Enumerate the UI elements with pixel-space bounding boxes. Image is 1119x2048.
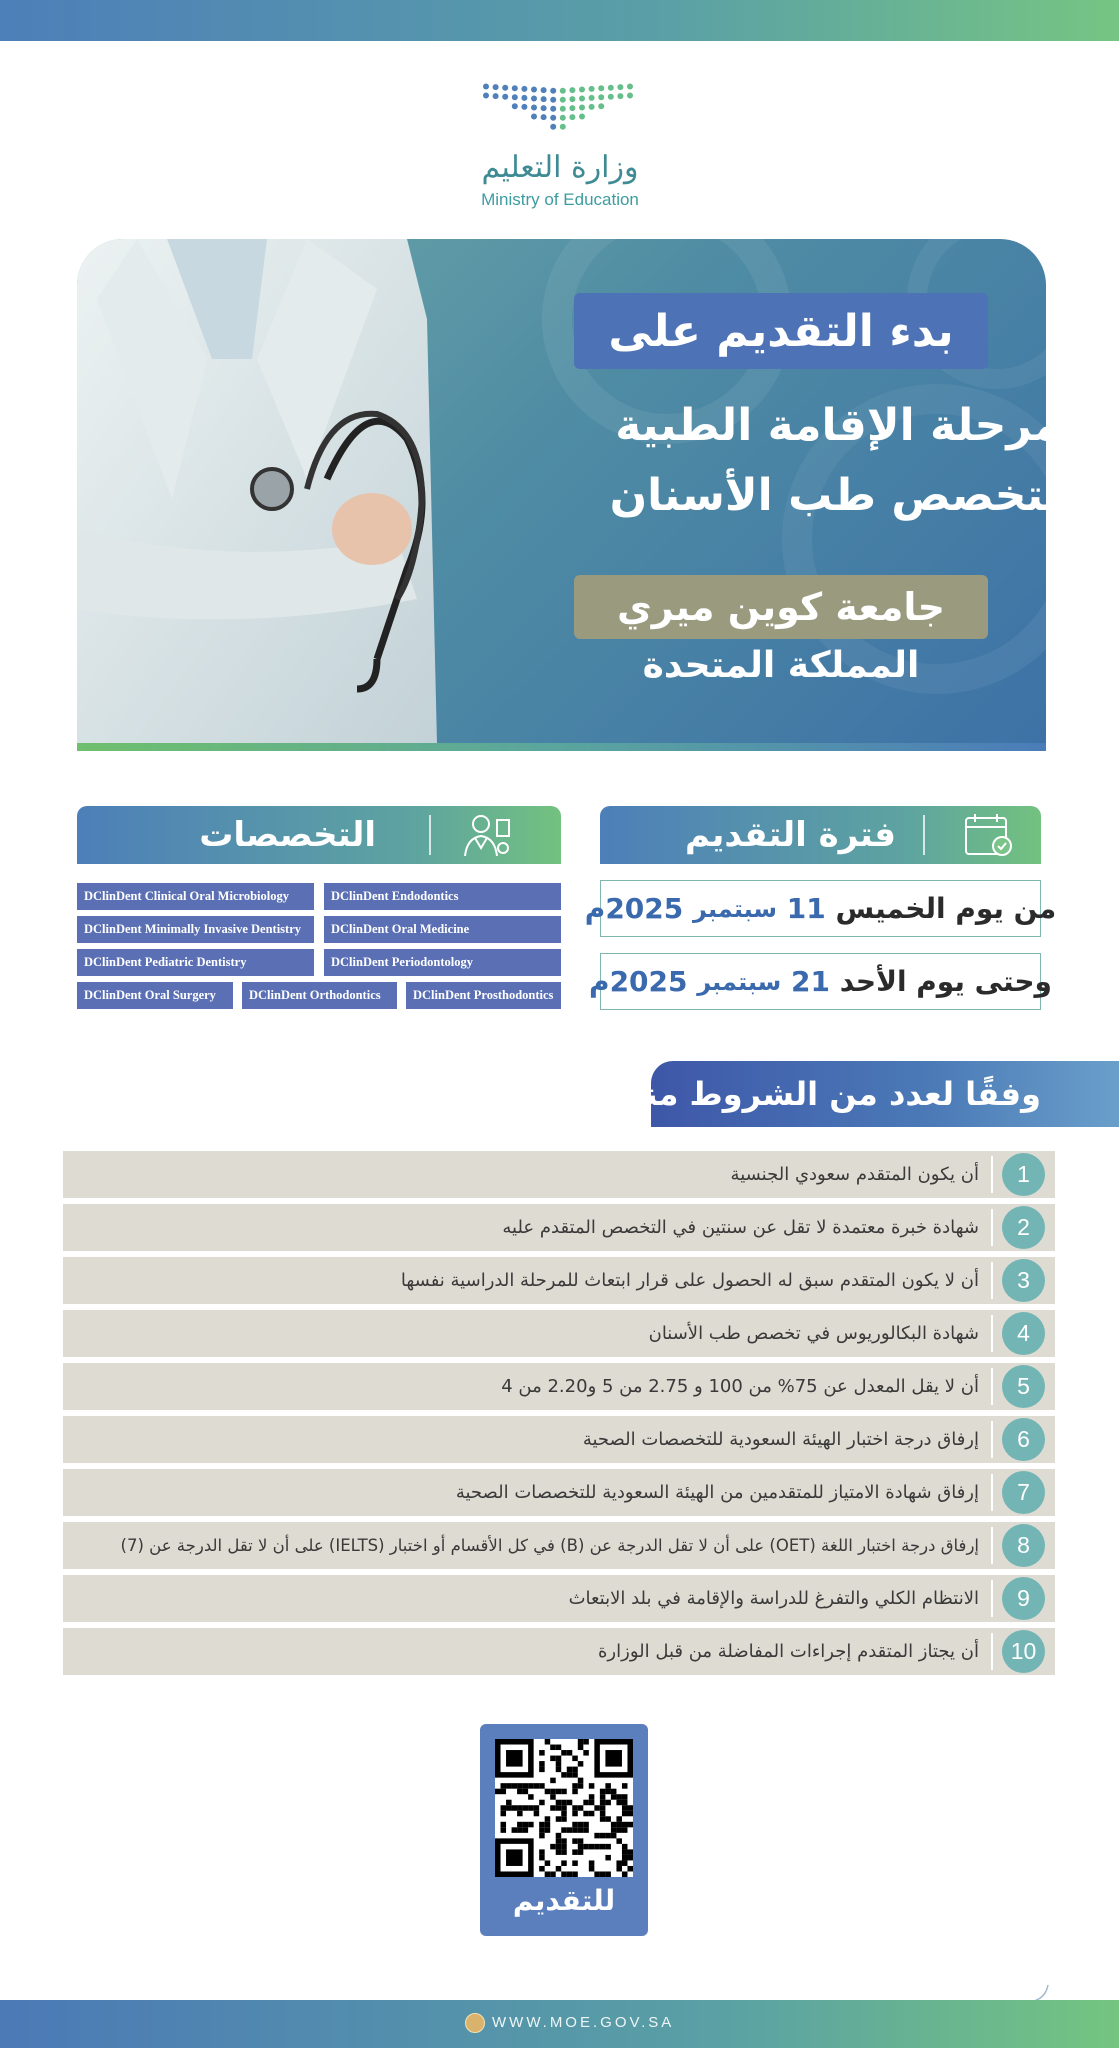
condition-text: أن لا يقل المعدل عن 75% من 100 و 2.75 من 5 و2.20 من 4 — [501, 1376, 979, 1397]
globe-icon — [465, 2013, 485, 2033]
logo-dots-icon — [480, 78, 640, 138]
condition-row — [63, 1416, 1055, 1463]
conditions-title: وفقًا لعدد من الشروط منها: — [651, 1061, 1119, 1127]
condition-row — [63, 1363, 1055, 1410]
condition-number: 3 — [1002, 1259, 1045, 1302]
condition-text: أن يكون المتقدم سعودي الجنسية — [730, 1164, 979, 1185]
condition-separator — [991, 1421, 993, 1458]
specialty-item: DClinDent Pediatric Dentistry — [77, 949, 314, 976]
hero-program-line2: لتخصص طب الأسنان — [609, 470, 1061, 521]
qr-code[interactable] — [495, 1739, 633, 1877]
ministry-logo — [470, 78, 650, 208]
qr-code-icon — [495, 1739, 633, 1877]
footer-bar — [0, 2000, 1119, 2048]
condition-number: 8 — [1002, 1524, 1045, 1567]
condition-separator — [991, 1368, 993, 1405]
specialties-header — [77, 806, 561, 864]
logo-arabic-name: وزارة التعليم — [481, 150, 639, 185]
condition-row — [63, 1310, 1055, 1357]
period-title: فترة التقديم — [684, 815, 896, 855]
condition-text: إرفاق درجة اختبار اللغة (OET) على أن لا تقل الدرجة عن (B) في كل الأقسام أو اختبار (IELTS) على أن لا تقل الدرجة عن (7) — [120, 1536, 979, 1555]
hero-program-line1: مرحلة الإقامة الطبية — [615, 400, 1061, 451]
condition-separator — [991, 1474, 993, 1511]
condition-separator — [991, 1527, 993, 1564]
apply-label[interactable]: للتقديم — [512, 1884, 616, 1917]
condition-number: 7 — [1002, 1471, 1045, 1514]
specialty-item: DClinDent Endodontics — [324, 883, 561, 910]
period-start-month: سبتمبر — [693, 894, 778, 923]
condition-row — [63, 1628, 1055, 1675]
period-end-prefix: وحتى يوم الأحد — [839, 965, 1052, 998]
condition-row — [63, 1522, 1055, 1569]
condition-row — [63, 1204, 1055, 1251]
period-header — [600, 806, 1041, 864]
period-start-day: 11 — [786, 892, 826, 925]
condition-number: 4 — [1002, 1312, 1045, 1355]
condition-number: 1 — [1002, 1153, 1045, 1196]
calendar-icon — [962, 812, 1016, 858]
condition-row — [63, 1469, 1055, 1516]
specialty-item: DClinDent Periodontology — [324, 949, 561, 976]
condition-text: إرفاق درجة اختبار الهيئة السعودية للتخصصات الصحية — [582, 1429, 979, 1450]
period-start-year: 2025 — [605, 892, 684, 925]
condition-row — [63, 1257, 1055, 1304]
condition-separator — [991, 1315, 993, 1352]
specialty-item: DClinDent Minimally Invasive Dentistry — [77, 916, 314, 943]
period-end — [589, 953, 1052, 1010]
condition-number: 9 — [1002, 1577, 1045, 1620]
period-start-prefix: من يوم الخميس — [835, 892, 1057, 925]
hero-title: بدء التقديم على — [574, 293, 988, 369]
condition-text: إرفاق شهادة الامتياز للمتقدمين من الهيئة السعودية للتخصصات الصحية — [455, 1482, 979, 1503]
specialty-item: DClinDent Clinical Oral Microbiology — [77, 883, 314, 910]
condition-separator — [991, 1633, 993, 1670]
apply-qr-card[interactable] — [480, 1724, 648, 1936]
country-name: المملكة المتحدة — [642, 645, 920, 686]
condition-separator — [991, 1209, 993, 1246]
period-end-suffix: م — [589, 965, 610, 998]
condition-separator — [991, 1156, 993, 1193]
specialty-item: DClinDent Prosthodontics — [406, 982, 561, 1009]
logo-english-name: Ministry of Education — [481, 190, 639, 209]
period-start-suffix: م — [584, 892, 606, 925]
condition-text: أن لا يكون المتقدم سبق له الحصول على قرار ابتعاث للمرحلة الدراسية نفسها — [400, 1270, 979, 1291]
website-link[interactable]: WWW.MOE.GOV.SA — [492, 2014, 675, 2031]
condition-text: شهادة البكالوريوس في تخصص طب الأسنان — [648, 1323, 979, 1344]
condition-number: 10 — [1002, 1630, 1045, 1673]
condition-text: أن يجتاز المتقدم إجراءات المفاضلة من قبل الوزارة — [598, 1641, 979, 1662]
period-end-day: 21 — [791, 965, 830, 998]
top-gradient-bar — [0, 0, 1119, 41]
specialty-item: DClinDent Orthodontics — [242, 982, 397, 1009]
condition-number: 6 — [1002, 1418, 1045, 1461]
condition-row — [63, 1151, 1055, 1198]
university-name: جامعة كوين ميري — [574, 575, 988, 639]
period-end-year: 2025 — [609, 965, 688, 998]
header-separator — [923, 815, 925, 855]
hero-bottom-bar — [77, 743, 1046, 751]
condition-text: شهادة خبرة معتمدة لا تقل عن سنتين في التخصص المتقدم عليه — [502, 1217, 979, 1238]
condition-separator — [991, 1262, 993, 1299]
header-separator — [429, 815, 431, 855]
condition-number: 5 — [1002, 1365, 1045, 1408]
doctor-stethoscope-illustration — [77, 239, 517, 744]
condition-separator — [991, 1580, 993, 1617]
condition-row — [63, 1575, 1055, 1622]
condition-number: 2 — [1002, 1206, 1045, 1249]
condition-text: الانتظام الكلي والتفرغ للدراسة والإقامة في بلد الابتعاث — [568, 1588, 979, 1609]
specialty-item: DClinDent Oral Surgery — [77, 982, 233, 1009]
period-end-month: سبتمبر — [697, 967, 782, 996]
doctor-icon — [459, 812, 513, 858]
specialty-item: DClinDent Oral Medicine — [324, 916, 561, 943]
period-start — [584, 880, 1057, 937]
specialties-title: التخصصات — [199, 815, 376, 855]
